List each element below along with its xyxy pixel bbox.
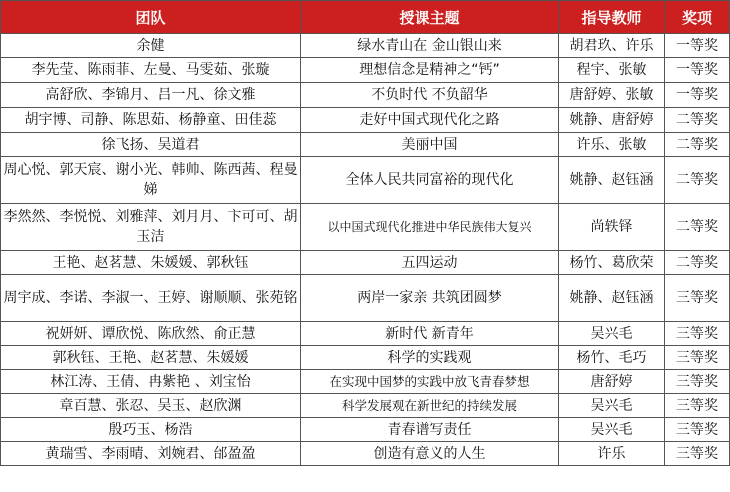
- teacher-cell: 杨竹、葛欣荣: [559, 251, 665, 275]
- award-cell: 一等奖: [665, 34, 730, 58]
- table-row: [1, 251, 730, 275]
- team-cell: 章百慧、张忍、吴玉、赵欣渊: [1, 394, 301, 418]
- team-cell: 高舒欣、李锦月、吕一凡、徐文雅: [1, 83, 301, 108]
- team-cell: 郭秋钰、王艳、赵茗慧、朱媛媛: [1, 346, 301, 370]
- topic-cell: 理想信念是精神之“钙”: [301, 58, 559, 83]
- table-row: [1, 275, 730, 322]
- team-cell: 王艳、赵茗慧、朱媛媛、郭秋钰: [1, 251, 301, 275]
- header-award: 奖项: [665, 1, 730, 34]
- award-cell: 二等奖: [665, 157, 730, 204]
- topic-cell: 在实现中国梦的实践中放飞青春梦想: [301, 370, 559, 394]
- award-cell: 三等奖: [665, 370, 730, 394]
- teacher-cell: 唐舒婷、张敏: [559, 83, 665, 108]
- team-cell: 周宇成、李诺、李淑一、王婷、谢顺顺、张苑铭: [1, 275, 301, 322]
- teacher-cell: 姚静、赵钰涵: [559, 157, 665, 204]
- team-cell: 李先莹、陈雨菲、左曼、马雯茹、张璇: [1, 58, 301, 83]
- award-cell: 二等奖: [665, 204, 730, 251]
- award-cell: 二等奖: [665, 251, 730, 275]
- teacher-cell: 胡君玖、许乐: [559, 34, 665, 58]
- header-row: [1, 1, 730, 34]
- teacher-cell: 杨竹、毛巧: [559, 346, 665, 370]
- topic-cell: 青春谱写责任: [301, 418, 559, 442]
- table-row: [1, 322, 730, 346]
- table-row: [1, 83, 730, 108]
- teacher-cell: 吴兴毛: [559, 322, 665, 346]
- teacher-cell: 尚轶铎: [559, 204, 665, 251]
- team-cell: 徐飞扬、吴道君: [1, 133, 301, 157]
- topic-cell: 以中国式现代化推进中华民族伟大复兴: [301, 204, 559, 251]
- table-row: [1, 34, 730, 58]
- topic-cell: 科学发展观在新世纪的持续发展: [301, 394, 559, 418]
- award-cell: 二等奖: [665, 133, 730, 157]
- table-row: [1, 346, 730, 370]
- table-row: [1, 418, 730, 442]
- table-row: [1, 157, 730, 204]
- table-row: [1, 58, 730, 83]
- teacher-cell: 唐舒婷: [559, 370, 665, 394]
- teacher-cell: 许乐、张敏: [559, 133, 665, 157]
- topic-cell: 科学的实践观: [301, 346, 559, 370]
- table-row: [1, 442, 730, 466]
- teacher-cell: 姚静、唐舒婷: [559, 108, 665, 133]
- teacher-cell: 姚静、赵钰涵: [559, 275, 665, 322]
- team-cell: 林江涛、王倩、冉紫艳 、刘宝怡: [1, 370, 301, 394]
- team-cell: 余健: [1, 34, 301, 58]
- award-cell: 三等奖: [665, 394, 730, 418]
- teacher-cell: 许乐: [559, 442, 665, 466]
- topic-cell: 不负时代 不负韶华: [301, 83, 559, 108]
- topic-cell: 走好中国式现代化之路: [301, 108, 559, 133]
- table-row: [1, 204, 730, 251]
- topic-cell: 美丽中国: [301, 133, 559, 157]
- team-cell: 周心悦、郭天宸、谢小光、韩帅、陈西茜、程曼娣: [1, 157, 301, 204]
- topic-cell: 绿水青山在 金山银山来: [301, 34, 559, 58]
- header-teacher: 指导教师: [559, 1, 665, 34]
- team-cell: 殷巧玉、杨浩: [1, 418, 301, 442]
- header-team: 团队: [1, 1, 301, 34]
- team-cell: 祝妍妍、谭欣悦、陈欣然、俞正慧: [1, 322, 301, 346]
- award-cell: 一等奖: [665, 83, 730, 108]
- table-row: [1, 108, 730, 133]
- topic-cell: 创造有意义的人生: [301, 442, 559, 466]
- award-cell: 三等奖: [665, 322, 730, 346]
- table-row: [1, 394, 730, 418]
- team-cell: 黄瑞雪、李雨晴、刘婉君、邰盈盈: [1, 442, 301, 466]
- team-cell: 李然然、李悦悦、刘雅萍、刘月月、卞可可、胡玉洁: [1, 204, 301, 251]
- award-cell: 三等奖: [665, 346, 730, 370]
- award-cell: 三等奖: [665, 442, 730, 466]
- table-row: [1, 370, 730, 394]
- header-topic: 授课主题: [301, 1, 559, 34]
- award-cell: 三等奖: [665, 418, 730, 442]
- award-cell: 三等奖: [665, 275, 730, 322]
- topic-cell: 全体人民共同富裕的现代化: [301, 157, 559, 204]
- team-cell: 胡宇博、司静、陈思茹、杨静童、田佳蕊: [1, 108, 301, 133]
- teacher-cell: 吴兴毛: [559, 394, 665, 418]
- teacher-cell: 程宇、张敏: [559, 58, 665, 83]
- teacher-cell: 吴兴毛: [559, 418, 665, 442]
- table-row: [1, 133, 730, 157]
- topic-cell: 五四运动: [301, 251, 559, 275]
- topic-cell: 两岸一家亲 共筑团圆梦: [301, 275, 559, 322]
- topic-cell: 新时代 新青年: [301, 322, 559, 346]
- award-cell: 二等奖: [665, 108, 730, 133]
- award-cell: 一等奖: [665, 58, 730, 83]
